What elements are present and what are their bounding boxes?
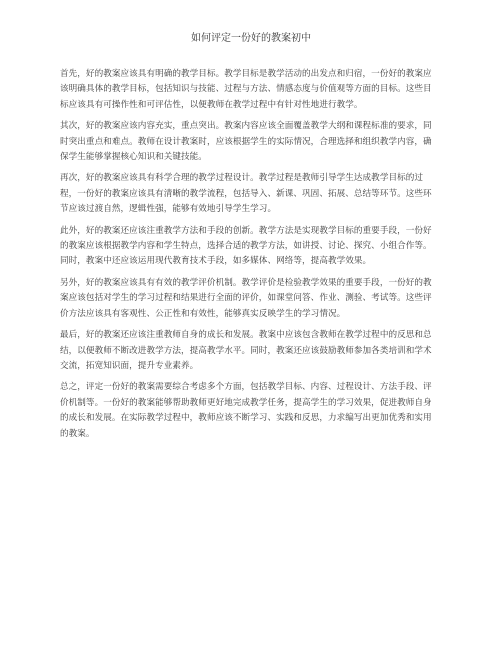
document-title: 如何评定一份好的教案初中 [191,33,311,44]
document-body [60,67,440,448]
paragraph-third: 再次，好的教案应该具有科学合理的教学过程设计。教学过程是教师引导学生达成教学目标的过程，一份好的教案应该具有清晰的教学流程，包括导入、新课、巩固、拓展、总结等环节。这些环节应该过渡自然，逻辑性强，能够有效地引导学生学习。 [60,173,432,215]
paragraph-fifth: 另外，好的教案应该具有有效的教学评价机制。教学评价是检验教学效果的重要手段，一份好的教案应该包括对学生的学习过程和结果进行全面的评价，如课堂问答、作业、测验、考试等。这些评价方法应该具有客观性、公正性和有效性，能够真实反映学生的学习情况。 [60,277,432,319]
paragraph-fourth: 此外，好的教案还应该注重教学方法和手段的创新。教学方法是实现教学目标的重要手段，一份好的教案应该根据教学内容和学生特点，选择合适的教学方法，如讲授、讨论、探究、小组合作等。同时，教案中还应该运用现代教育技术手段，如多媒体、网络等，提高教学效果。 [60,225,432,267]
paragraph-first: 首先，好的教案应该具有明确的教学目标。教学目标是教学活动的出发点和归宿，一份好的教案应该明确具体的教学目标，包括知识与技能、过程与方法、情感态度与价值观等方面的目标。这些目标应该具有可操作性和可评估性，以便教师在教学过程中有针对性地进行教学。 [60,69,432,110]
paragraph-second: 其次，好的教案应该内容充实，重点突出。教案内容应该全面覆盖教学大纲和课程标准的要求，同时突出重点和难点。教师在设计教案时，应该根据学生的实际情况，合理选择和组织教学内容，确保学生能够掌握核心知识和关键技能。 [60,121,432,163]
paragraph-conclusion: 总之，评定一份好的教案需要综合考虑多个方面，包括教学目标、内容、过程设计、方法手段、评价机制等。一份好的教案能够帮助教师更好地完成教学任务，提高学生的学习效果，促进教师自身的成长和发展。在实际教学过程中，教师应该不断学习、实践和反思，力求编写出更加优秀和实用的教案。 [60,382,432,439]
paragraph-sixth: 最后，好的教案还应该注重教师自身的成长和发展。教案中应该包含教师在教学过程中的反思和总结，以便教师不断改进教学方法，提高教学水平。同时，教案还应该鼓励教师参加各类培训和学术交流，拓宽知识面，提升专业素养。 [60,330,432,371]
